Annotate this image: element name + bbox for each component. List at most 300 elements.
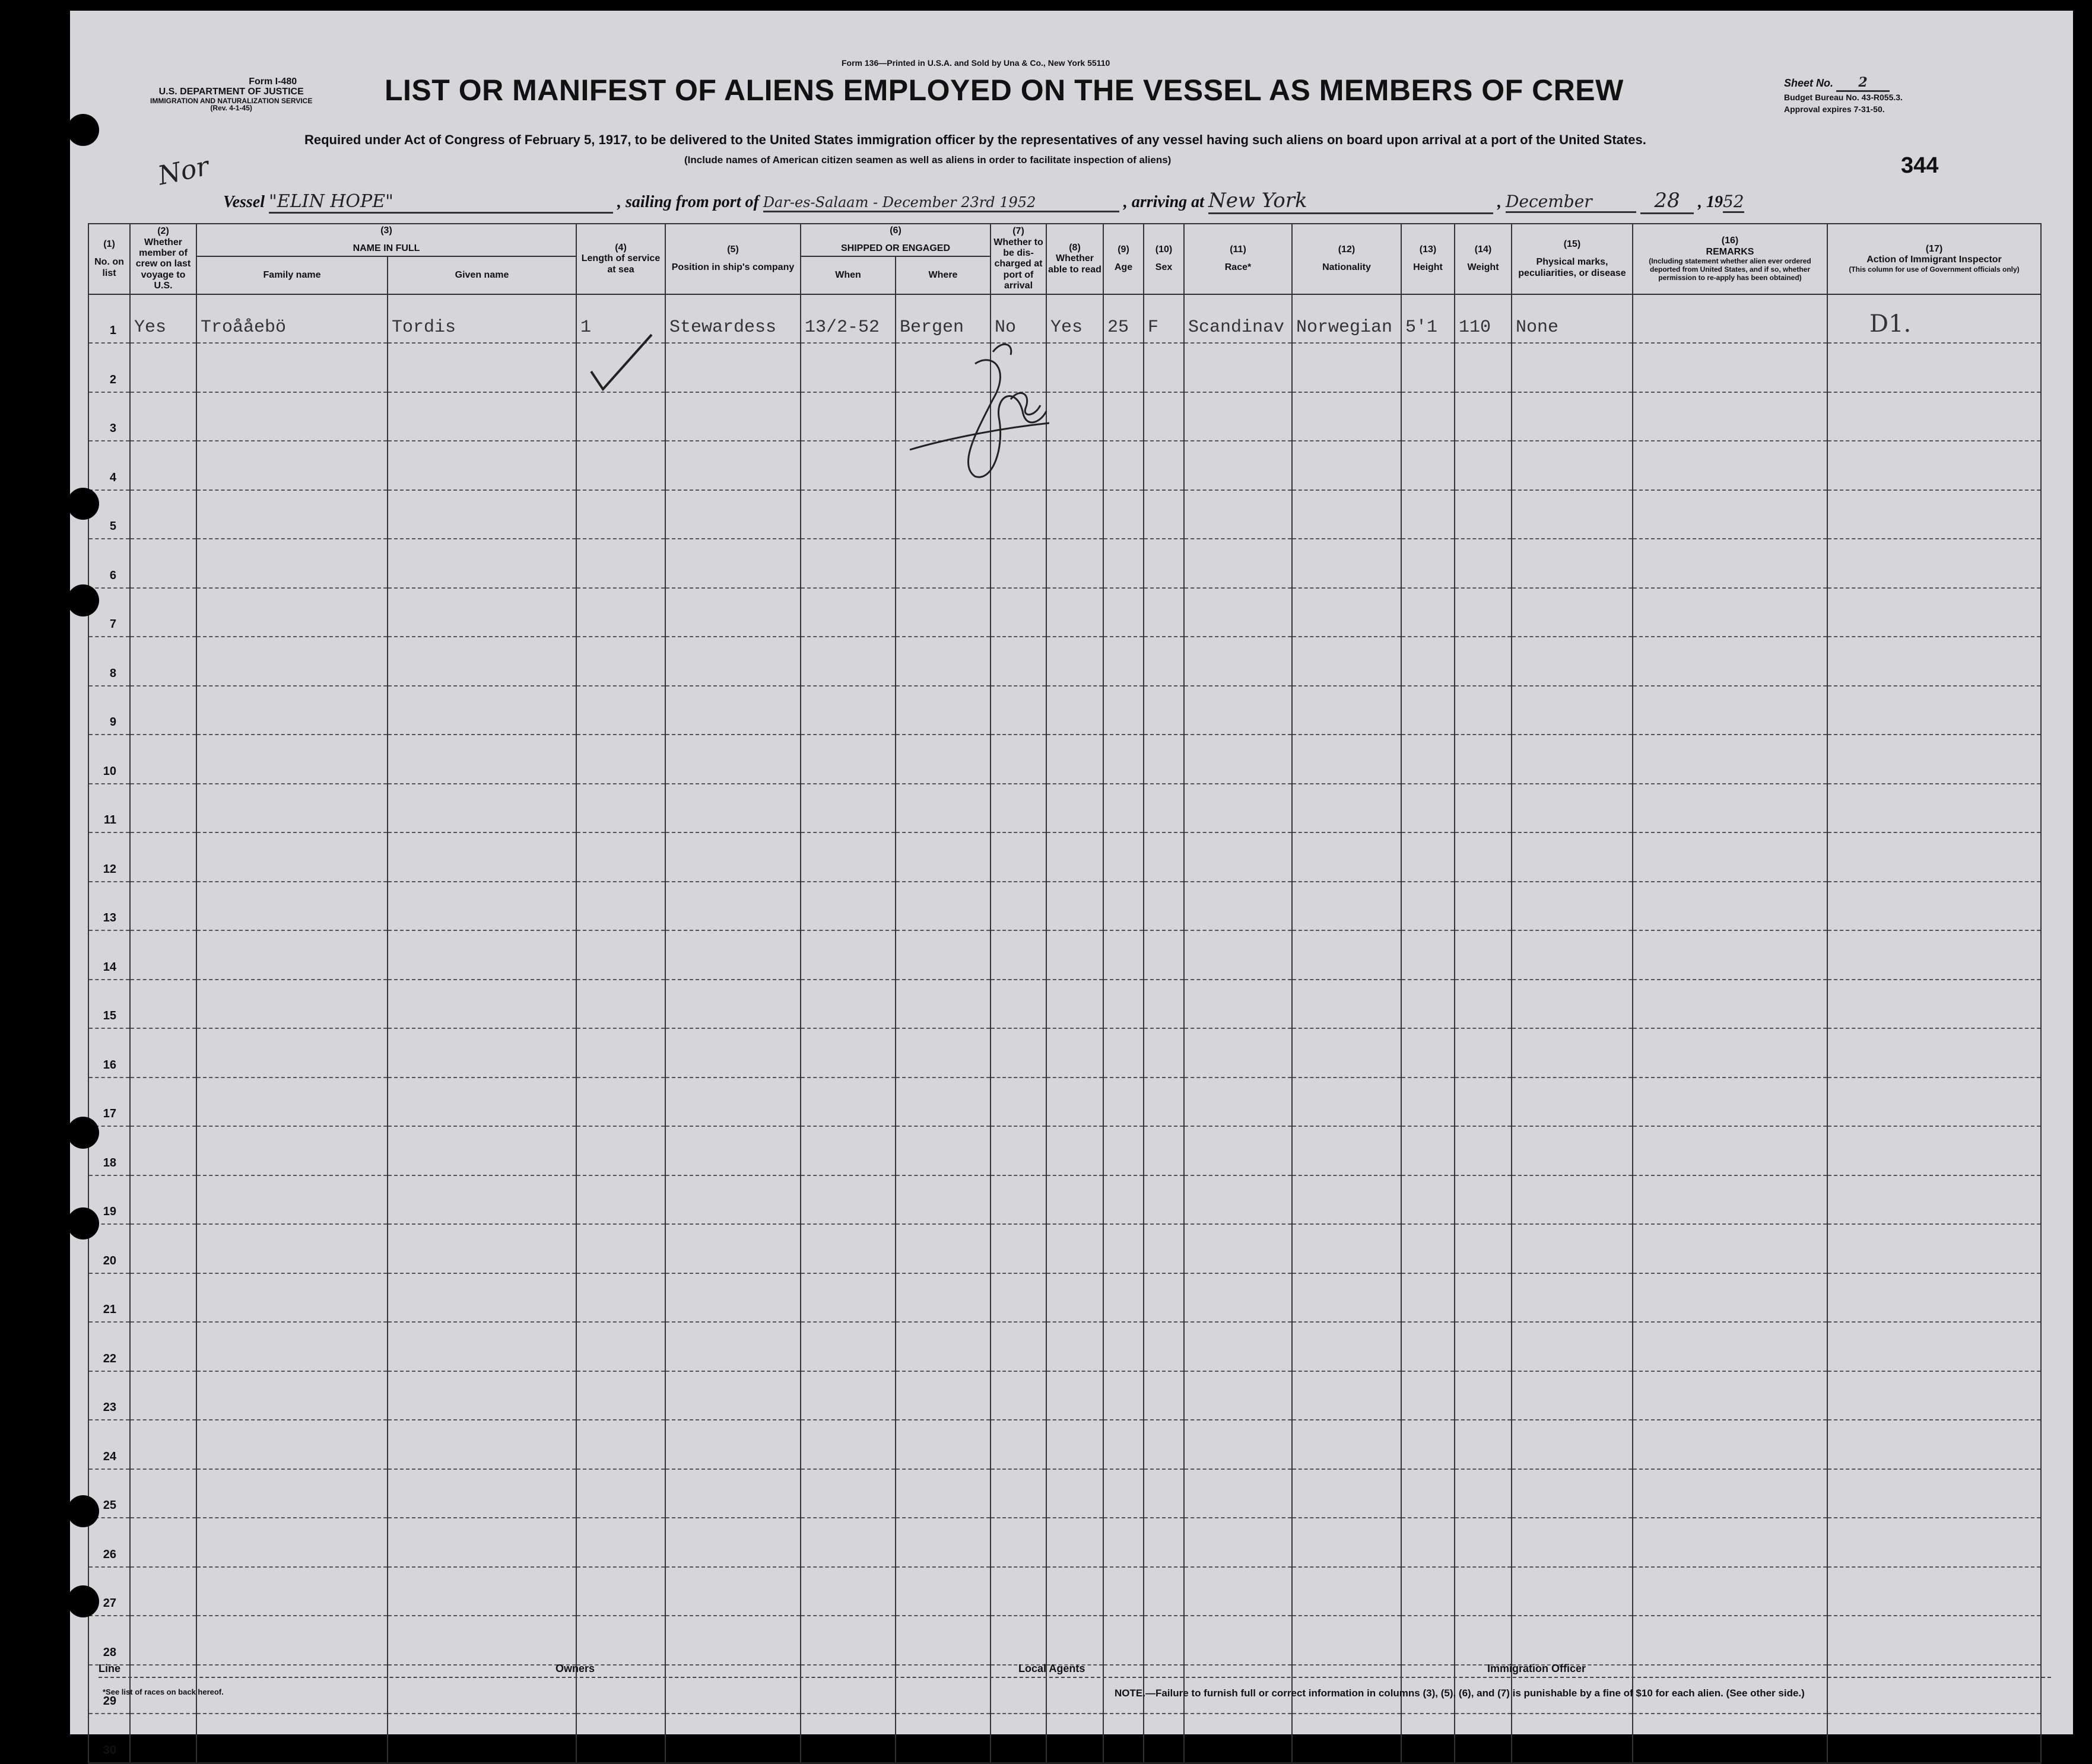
cell-marks (1512, 1078, 1633, 1127)
cell-remarks (1633, 294, 1827, 344)
cell-no: 23 (88, 1371, 130, 1420)
cell-when (801, 1175, 896, 1225)
table-row (88, 1126, 2041, 1175)
cell-given (388, 735, 576, 784)
cell-discharge (991, 1028, 1046, 1078)
cell-member (130, 343, 196, 392)
cell-remarks (1633, 490, 1827, 539)
cell-given (388, 441, 576, 490)
cell-no: 24 (88, 1420, 130, 1469)
cell-where (896, 1567, 991, 1616)
cell-race (1184, 343, 1292, 392)
cell-sex (1144, 1714, 1184, 1763)
cell-service (576, 588, 665, 637)
cell-weight (1455, 1028, 1512, 1078)
cell-height (1401, 1714, 1455, 1763)
cell-read (1046, 588, 1103, 637)
table-row (88, 490, 2041, 539)
col-17-number: (17) (1925, 244, 1943, 255)
cell-read (1046, 1371, 1103, 1420)
table-row (88, 1078, 2041, 1127)
cell-age (1103, 1567, 1144, 1616)
table-row (88, 1714, 2041, 1763)
table-row (88, 1518, 2041, 1567)
cell-nationality (1292, 1469, 1401, 1518)
cell-age (1103, 686, 1144, 735)
cell-no: 10 (88, 735, 130, 784)
cell-no: 15 (88, 980, 130, 1029)
cell-no: 13 (88, 882, 130, 931)
cell-no: 4 (88, 441, 130, 490)
col-4-number: (4) (615, 242, 627, 253)
col-8-number: (8) (1069, 242, 1081, 253)
cell-position (665, 441, 801, 490)
cell-no: 14 (88, 930, 130, 980)
cell-marks (1512, 392, 1633, 441)
vessel-name: "ELIN HOPE" (269, 191, 613, 214)
cell-marks (1512, 441, 1633, 490)
cell-height (1401, 490, 1455, 539)
cell-sex (1144, 1371, 1184, 1420)
cell-family (196, 930, 388, 980)
cell-member: Yes (130, 294, 196, 344)
cell-given (388, 539, 576, 588)
table-row (88, 637, 2041, 686)
cell-position (665, 1714, 801, 1763)
cell-where (896, 1420, 991, 1469)
cell-nationality (1292, 784, 1401, 833)
cell-given (388, 1273, 576, 1323)
cell-sex (1144, 1028, 1184, 1078)
cell-when (801, 1371, 896, 1420)
cell-nationality (1292, 637, 1401, 686)
cell-read (1046, 735, 1103, 784)
cell-read: Yes (1046, 294, 1103, 344)
cell-marks (1512, 784, 1633, 833)
cell-weight (1455, 686, 1512, 735)
cell-height (1401, 588, 1455, 637)
cell-read (1046, 637, 1103, 686)
approval-expiry: Approval expires 7-31-50. (1784, 104, 1885, 114)
cell-marks (1512, 343, 1633, 392)
cell-weight (1455, 490, 1512, 539)
cell-family (196, 539, 388, 588)
cell-nationality (1292, 1714, 1401, 1763)
cell-no: 12 (88, 832, 130, 882)
cell-when (801, 343, 896, 392)
cell-sex (1144, 1273, 1184, 1323)
cell-position (665, 1028, 801, 1078)
cell-given (388, 882, 576, 931)
cell-position (665, 343, 801, 392)
cell-member (130, 1126, 196, 1175)
cell-where (896, 930, 991, 980)
cell-age (1103, 588, 1144, 637)
cell-sex (1144, 539, 1184, 588)
cell-remarks (1633, 1616, 1827, 1665)
col-5-number: (5) (727, 244, 739, 255)
cell-family (196, 1273, 388, 1323)
cell-no: 16 (88, 1028, 130, 1078)
cell-race (1184, 441, 1292, 490)
cell-height (1401, 1371, 1455, 1420)
cell-given (388, 1371, 576, 1420)
cell-weight: 110 (1455, 294, 1512, 344)
table-row (88, 441, 2041, 490)
races-note: *See list of races on back hereof. (103, 1687, 224, 1696)
department-block (150, 77, 312, 112)
cell-age (1103, 784, 1144, 833)
cell-action (1827, 392, 2041, 441)
cell-given: Tordis (388, 294, 576, 344)
cell-where (896, 1322, 991, 1371)
cell-member (130, 735, 196, 784)
col-10-header: Sex (1155, 262, 1173, 273)
cell-height (1401, 637, 1455, 686)
cell-read (1046, 1469, 1103, 1518)
cell-discharge (991, 1126, 1046, 1175)
cell-sex (1144, 784, 1184, 833)
cell-service (576, 832, 665, 882)
cell-race (1184, 1420, 1292, 1469)
cell-service (576, 882, 665, 931)
cell-age (1103, 930, 1144, 980)
cell-read (1046, 1518, 1103, 1567)
cell-service (576, 1273, 665, 1323)
col-7-number: (7) (1012, 226, 1024, 237)
cell-given (388, 832, 576, 882)
cell-service (576, 1371, 665, 1420)
cell-race (1184, 1224, 1292, 1273)
cell-discharge (991, 1078, 1046, 1127)
cell-service (576, 930, 665, 980)
cell-nationality (1292, 1175, 1401, 1225)
cell-age (1103, 343, 1144, 392)
cell-service (576, 637, 665, 686)
cell-where (896, 1078, 991, 1127)
cell-age (1103, 1371, 1144, 1420)
col-3a-header: Family name (196, 256, 388, 294)
cell-given (388, 1567, 576, 1616)
cell-no: 6 (88, 539, 130, 588)
cell-read (1046, 1714, 1103, 1763)
cell-read (1046, 882, 1103, 931)
cell-height (1401, 1028, 1455, 1078)
cell-read (1046, 1420, 1103, 1469)
col-16-subheader: (Including statement whether alien ever ordered deported from United States, and if so, whether permission to re-apply has been obtained) (1649, 257, 1811, 282)
cell-action (1827, 1714, 2041, 1763)
cell-no: 19 (88, 1175, 130, 1225)
cell-sex (1144, 1616, 1184, 1665)
cell-marks (1512, 735, 1633, 784)
cell-marks (1512, 1126, 1633, 1175)
cell-weight (1455, 539, 1512, 588)
cell-given (388, 1322, 576, 1371)
cell-remarks (1633, 1371, 1827, 1420)
cell-family: Troååebö (196, 294, 388, 344)
cell-age (1103, 882, 1144, 931)
cell-family (196, 832, 388, 882)
cell-service (576, 784, 665, 833)
cell-when (801, 392, 896, 441)
cell-nationality (1292, 1420, 1401, 1469)
cell-nationality (1292, 882, 1401, 931)
cell-member (130, 1078, 196, 1127)
table-row (88, 832, 2041, 882)
cell-weight (1455, 441, 1512, 490)
cell-position (665, 1078, 801, 1127)
cell-nationality (1292, 490, 1401, 539)
cell-weight (1455, 1567, 1512, 1616)
cell-service (576, 539, 665, 588)
cell-remarks (1633, 1273, 1827, 1323)
col-11-number: (11) (1230, 244, 1246, 255)
cell-sex (1144, 1175, 1184, 1225)
cell-no: 21 (88, 1273, 130, 1323)
page-title: LIST OR MANIFEST OF ALIENS EMPLOYED ON THE VESSEL AS MEMBERS OF CREW (385, 74, 1624, 107)
cell-remarks (1633, 930, 1827, 980)
cell-race (1184, 1028, 1292, 1078)
cell-where (896, 1469, 991, 1518)
cell-nationality (1292, 1126, 1401, 1175)
cell-where (896, 686, 991, 735)
cell-position (665, 1126, 801, 1175)
cell-member (130, 1714, 196, 1763)
binder-hole (67, 1585, 99, 1617)
cell-race (1184, 637, 1292, 686)
cell-sex (1144, 1322, 1184, 1371)
cell-read (1046, 539, 1103, 588)
cell-when: 13/2-52 (801, 294, 896, 344)
cell-service (576, 392, 665, 441)
cell-where (896, 1175, 991, 1225)
cell-weight (1455, 1420, 1512, 1469)
col-3-header: NAME IN FULL (353, 243, 420, 254)
cell-no: 22 (88, 1322, 130, 1371)
penalty-note: NOTE.—Failure to furnish full or correct information in columns (3), (5), (6), and (7) is punishable by a fine of $10 for each alien. (See other side.) (1115, 1687, 1805, 1699)
cell-read (1046, 1273, 1103, 1323)
cell-where (896, 1714, 991, 1763)
cell-family (196, 1078, 388, 1127)
cell-read (1046, 686, 1103, 735)
cell-sex (1144, 588, 1184, 637)
footer-owners-label: Owners (555, 1663, 595, 1674)
cell-action (1827, 882, 2041, 931)
cell-sex (1144, 686, 1184, 735)
binder-hole (67, 1495, 99, 1527)
table-row (88, 882, 2041, 931)
cell-weight (1455, 392, 1512, 441)
cell-service (576, 1322, 665, 1371)
cell-height (1401, 392, 1455, 441)
cell-race (1184, 1078, 1292, 1127)
table-row (88, 1322, 2041, 1371)
year-prefix: , 19 (1697, 193, 1723, 211)
cell-family (196, 637, 388, 686)
cell-marks (1512, 490, 1633, 539)
cell-member (130, 539, 196, 588)
cell-member (130, 832, 196, 882)
col-6a-header: When (801, 256, 896, 294)
cell-age (1103, 980, 1144, 1029)
cell-no: 30 (88, 1714, 130, 1763)
cell-height (1401, 686, 1455, 735)
cell-action (1827, 490, 2041, 539)
cell-remarks (1633, 1078, 1827, 1127)
cell-race (1184, 1518, 1292, 1567)
cell-when (801, 539, 896, 588)
cell-sex (1144, 1078, 1184, 1127)
cell-given (388, 1469, 576, 1518)
cell-read (1046, 980, 1103, 1029)
cell-member (130, 784, 196, 833)
cell-weight (1455, 588, 1512, 637)
binder-hole (67, 1207, 99, 1239)
cell-action (1827, 1273, 2041, 1323)
binder-hole (67, 114, 99, 146)
cell-position (665, 686, 801, 735)
cell-where (896, 637, 991, 686)
cell-no: 5 (88, 490, 130, 539)
cell-position (665, 735, 801, 784)
cell-nationality (1292, 1567, 1401, 1616)
cell-service (576, 1126, 665, 1175)
cell-nationality (1292, 735, 1401, 784)
cell-member (130, 637, 196, 686)
cell-height (1401, 1469, 1455, 1518)
cell-marks (1512, 930, 1633, 980)
cell-remarks (1633, 735, 1827, 784)
cell-discharge (991, 735, 1046, 784)
cell-family (196, 1616, 388, 1665)
cell-family (196, 588, 388, 637)
cell-when (801, 1518, 896, 1567)
cell-action (1827, 832, 2041, 882)
cell-family (196, 343, 388, 392)
cell-sex: F (1144, 294, 1184, 344)
col-1-header: No. on list (94, 257, 124, 278)
cell-weight (1455, 1273, 1512, 1323)
cell-sex (1144, 637, 1184, 686)
table-row (88, 1469, 2041, 1518)
cell-where (896, 980, 991, 1029)
cell-age (1103, 1224, 1144, 1273)
cell-age (1103, 1126, 1144, 1175)
cell-discharge (991, 980, 1046, 1029)
cell-when (801, 490, 896, 539)
cell-height (1401, 1175, 1455, 1225)
cell-marks (1512, 1420, 1633, 1469)
cell-height (1401, 832, 1455, 882)
cell-member (130, 1518, 196, 1567)
cell-remarks (1633, 1567, 1827, 1616)
cell-where (896, 735, 991, 784)
col-8-header: Whether able to read (1048, 253, 1101, 275)
cell-remarks (1633, 392, 1827, 441)
cell-member (130, 392, 196, 441)
table-row (88, 294, 2041, 344)
arriving-port: New York (1208, 189, 1493, 214)
cell-action (1827, 1518, 2041, 1567)
cell-remarks (1633, 1714, 1827, 1763)
cell-weight (1455, 1078, 1512, 1127)
cell-weight (1455, 1616, 1512, 1665)
cell-position (665, 1518, 801, 1567)
cell-no: 7 (88, 588, 130, 637)
cell-service (576, 1616, 665, 1665)
cell-given (388, 1714, 576, 1763)
sheet-field (1784, 75, 1890, 92)
cell-sex (1144, 1420, 1184, 1469)
cell-race (1184, 1567, 1292, 1616)
cell-discharge (991, 784, 1046, 833)
cell-member (130, 1469, 196, 1518)
cell-position (665, 1273, 801, 1323)
col-15-header: Physical marks, peculiarities, or disease (1518, 257, 1626, 278)
cell-nationality (1292, 1518, 1401, 1567)
cell-sex (1144, 392, 1184, 441)
cell-given (388, 1616, 576, 1665)
cell-where (896, 539, 991, 588)
subtitle: Required under Act of Congress of February 5, 1917, to be delivered to the United States immigration officer by the representatives of any vessel having such aliens on board upon arrival at a port of the United States. (304, 132, 1646, 147)
table-row (88, 343, 2041, 392)
cell-action (1827, 637, 2041, 686)
cell-marks (1512, 539, 1633, 588)
cell-action (1827, 1567, 2041, 1616)
cell-age (1103, 539, 1144, 588)
cell-when (801, 1028, 896, 1078)
cell-member (130, 1567, 196, 1616)
cell-marks (1512, 1714, 1633, 1763)
cell-height (1401, 1518, 1455, 1567)
cell-nationality (1292, 686, 1401, 735)
cell-race (1184, 1616, 1292, 1665)
cell-remarks (1633, 1518, 1827, 1567)
sailing-port: Dar-es-Salaam - December 23rd 1952 (763, 194, 1119, 212)
cell-race (1184, 1322, 1292, 1371)
sheet-number: 2 (1836, 75, 1890, 92)
cell-remarks (1633, 588, 1827, 637)
cell-remarks (1633, 441, 1827, 490)
table-row (88, 1616, 2041, 1665)
cell-age (1103, 1420, 1144, 1469)
cell-height (1401, 441, 1455, 490)
cell-race (1184, 882, 1292, 931)
cell-when (801, 735, 896, 784)
cell-action (1827, 735, 2041, 784)
col-9-number: (9) (1118, 244, 1129, 255)
manifest-sheet (70, 11, 2073, 1757)
cell-member (130, 686, 196, 735)
cell-family (196, 1322, 388, 1371)
cell-member (130, 490, 196, 539)
footer-signature-line (99, 1663, 2051, 1678)
cell-given (388, 1028, 576, 1078)
vessel-label: Vessel (223, 193, 265, 211)
cell-when (801, 588, 896, 637)
cell-remarks (1633, 1224, 1827, 1273)
cell-action (1827, 1469, 2041, 1518)
printer-line: Form 136—Printed in U.S.A. and Sold by Una & Co., New York 55110 (842, 58, 1110, 68)
arrival-month: December (1506, 192, 1636, 213)
cell-sex (1144, 1469, 1184, 1518)
cell-height (1401, 735, 1455, 784)
cell-member (130, 1420, 196, 1469)
cell-no: 28 (88, 1616, 130, 1665)
cell-sex (1144, 343, 1184, 392)
table-row (88, 539, 2041, 588)
cell-no: 8 (88, 637, 130, 686)
